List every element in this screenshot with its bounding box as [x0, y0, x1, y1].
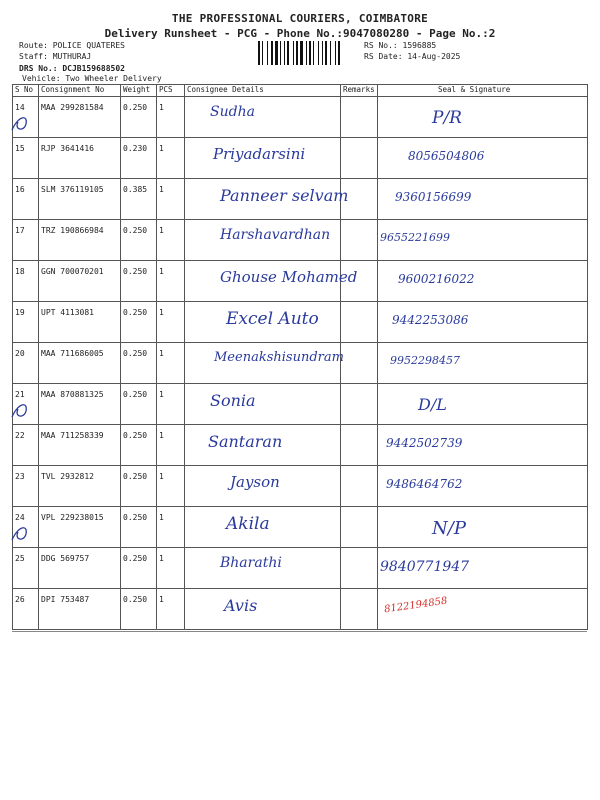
handwritten-signature: 8122194858 [383, 595, 449, 616]
pcs-cell-text: 1 [159, 595, 164, 604]
sno-cell-text: 23 [15, 472, 25, 481]
handwritten-signature: 9952298457 [390, 354, 460, 367]
table-row [13, 548, 588, 589]
remarks-cell [341, 425, 378, 466]
pcs-cell-text: 1 [159, 390, 164, 399]
barcode-bar [280, 41, 281, 65]
sno-cell [13, 343, 39, 384]
sno-cell [13, 425, 39, 466]
barcode-bar [293, 41, 294, 65]
staff-label: Staff: MUTHURAJ [19, 52, 92, 61]
weight-cell [121, 138, 157, 179]
weight-cell [121, 589, 157, 630]
table-row [13, 97, 588, 138]
sno-cell [13, 466, 39, 507]
consignment-cell [39, 466, 121, 507]
consignee-cell [185, 589, 341, 630]
pcs-cell-text: 1 [159, 185, 164, 194]
pcs-cell-text: 1 [159, 349, 164, 358]
consignee-handwritten-name: Santaran [208, 432, 283, 451]
weight-cell [121, 548, 157, 589]
pcs-cell [157, 343, 185, 384]
weight-cell-text: 0.250 [123, 431, 148, 440]
consignment-cell [39, 425, 121, 466]
sno-cell-text: 21 [15, 390, 25, 399]
table-row [13, 466, 588, 507]
barcode-bar [322, 41, 323, 65]
consignment-cell [39, 343, 121, 384]
remarks-cell [341, 97, 378, 138]
barcode-bar [258, 41, 260, 65]
rs-number: RS No.: 1596885 [364, 41, 437, 50]
weight-cell-text: 0.250 [123, 595, 148, 604]
handwritten-signature: D/L [418, 395, 447, 414]
barcode-bar [309, 41, 311, 65]
barcode-bar [284, 41, 285, 65]
handwritten-signature: N/P [432, 518, 466, 539]
handwritten-signature: 9442253086 [392, 313, 469, 327]
bottom-rule [12, 631, 587, 632]
remarks-cell [341, 343, 378, 384]
consignee-handwritten-name: Akila [226, 514, 270, 534]
sno-cell-text: 19 [15, 308, 25, 317]
company-title: THE PROFESSIONAL COURIERS, COIMBATORE [171, 12, 429, 25]
sno-cell-text: 16 [15, 185, 25, 194]
consignment-cell-text: TRZ 190866984 [41, 226, 104, 235]
pcs-cell [157, 179, 185, 220]
barcode-bar [325, 41, 327, 65]
sno-cell-text: 26 [15, 595, 25, 604]
pcs-cell-text: 1 [159, 144, 164, 153]
consignee-handwritten-name: Meenakshisundram [214, 350, 344, 365]
barcode-bar [313, 41, 314, 65]
weight-cell-text: 0.385 [123, 185, 148, 194]
remarks-cell [341, 507, 378, 548]
remarks-cell [341, 548, 378, 589]
pcs-cell [157, 466, 185, 507]
weight-cell [121, 384, 157, 425]
rs-date: RS Date: 14-Aug-2025 [364, 52, 461, 61]
barcode-bar [271, 41, 273, 65]
barcode-bar [275, 41, 278, 65]
runsheet-subtitle: Delivery Runsheet - PCG - Phone No.:9047080280 - Page No.:2 [104, 27, 496, 40]
vehicle-label: Vehicle: Two Wheeler Delivery [22, 74, 162, 83]
table-row [13, 384, 588, 425]
handwritten-signature: 9486464762 [386, 477, 463, 491]
weight-cell-text: 0.250 [123, 472, 148, 481]
remarks-cell [341, 466, 378, 507]
barcode-bar [287, 41, 289, 65]
pcs-cell-text: 1 [159, 431, 164, 440]
table-row [13, 589, 588, 630]
sno-cell-text: 24 [15, 513, 25, 522]
weight-cell [121, 343, 157, 384]
consignment-cell-text: GGN 700070201 [41, 267, 104, 276]
pen-mark-icon [8, 110, 34, 136]
table-row [13, 425, 588, 466]
consignment-cell [39, 220, 121, 261]
consignment-cell-text: RJP 3641416 [41, 144, 94, 153]
consignee-handwritten-name: Panneer selvam [220, 186, 349, 205]
consignee-cell [185, 97, 341, 138]
sno-cell [13, 138, 39, 179]
sno-cell-text: 18 [15, 267, 25, 276]
weight-cell [121, 302, 157, 343]
signature-cell [378, 97, 588, 138]
pcs-cell-text: 1 [159, 554, 164, 563]
col-pcs: PCS [157, 85, 185, 97]
consignment-cell-text: DPI 753487 [41, 595, 90, 604]
consignment-cell-text: DDG 569757 [41, 554, 90, 563]
pcs-cell-text: 1 [159, 103, 164, 112]
pcs-cell [157, 384, 185, 425]
sno-cell-text: 25 [15, 554, 25, 563]
drs-number: DRS No.: DCJB159688502 [19, 64, 125, 73]
consignee-handwritten-name: Avis [224, 596, 258, 615]
weight-cell [121, 220, 157, 261]
consignment-cell-text: VPL 229238015 [41, 513, 104, 522]
handwritten-signature: 8056504806 [408, 149, 485, 163]
consignment-cell [39, 302, 121, 343]
barcode-bar [296, 41, 298, 65]
consignment-cell [39, 548, 121, 589]
weight-cell [121, 466, 157, 507]
col-weight: Weight [121, 85, 157, 97]
consignee-handwritten-name: Ghouse Mohamed [220, 268, 358, 286]
consignee-cell [185, 384, 341, 425]
consignee-handwritten-name: Bharathi [220, 555, 282, 571]
pcs-cell [157, 589, 185, 630]
sno-cell [13, 589, 39, 630]
handwritten-signature: P/R [432, 108, 462, 128]
barcode [258, 41, 358, 65]
sno-cell [13, 261, 39, 302]
pcs-cell [157, 425, 185, 466]
weight-cell-text: 0.230 [123, 144, 148, 153]
weight-cell-text: 0.250 [123, 226, 148, 235]
consignment-cell-text: TVL 2932812 [41, 472, 94, 481]
handwritten-signature: 9442502739 [386, 436, 463, 450]
consignment-cell-text: MAA 870881325 [41, 390, 104, 399]
weight-cell-text: 0.250 [123, 308, 148, 317]
consignee-handwritten-name: Excel Auto [226, 309, 319, 329]
sno-cell-text: 14 [15, 103, 25, 112]
pcs-cell-text: 1 [159, 226, 164, 235]
consignment-cell [39, 589, 121, 630]
weight-cell-text: 0.250 [123, 554, 148, 563]
remarks-cell [341, 589, 378, 630]
handwritten-signature: 9655221699 [380, 231, 450, 244]
pcs-cell [157, 507, 185, 548]
consignment-cell [39, 384, 121, 425]
barcode-bar [300, 41, 303, 65]
sno-cell-text: 17 [15, 226, 25, 235]
weight-cell [121, 425, 157, 466]
sno-cell [13, 548, 39, 589]
table-row [13, 507, 588, 548]
consignee-handwritten-name: Sonia [210, 391, 256, 410]
col-seal: Seal & Signature [378, 85, 588, 97]
barcode-bar [335, 41, 336, 65]
col-sno: S No [13, 85, 39, 97]
pcs-cell-text: 1 [159, 308, 164, 317]
consignment-cell-text: MAA 711258339 [41, 431, 104, 440]
sno-cell-text: 15 [15, 144, 25, 153]
consignment-cell-text: MAA 299281584 [41, 103, 104, 112]
barcode-bar [267, 41, 268, 65]
barcode-bar [306, 41, 307, 65]
consignment-cell-text: UPT 4113081 [41, 308, 94, 317]
sno-cell-text: 22 [15, 431, 25, 440]
weight-cell [121, 97, 157, 138]
barcode-bar [262, 41, 263, 65]
weight-cell [121, 179, 157, 220]
pcs-cell [157, 138, 185, 179]
signature-cell [378, 384, 588, 425]
weight-cell-text: 0.250 [123, 267, 148, 276]
col-consignment: Consignment No [39, 85, 121, 97]
barcode-bar [330, 41, 331, 65]
pcs-cell [157, 302, 185, 343]
route-label: Route: POLICE QUATERES [19, 41, 125, 50]
weight-cell-text: 0.250 [123, 349, 148, 358]
consignment-cell-text: SLM 376119105 [41, 185, 104, 194]
pcs-cell-text: 1 [159, 267, 164, 276]
sno-cell-text: 20 [15, 349, 25, 358]
sno-cell [13, 179, 39, 220]
pcs-cell [157, 548, 185, 589]
consignment-cell [39, 261, 121, 302]
pcs-cell-text: 1 [159, 472, 164, 481]
remarks-cell [341, 138, 378, 179]
sno-cell [13, 220, 39, 261]
weight-cell [121, 507, 157, 548]
consignment-cell [39, 138, 121, 179]
signature-cell [378, 507, 588, 548]
consignee-handwritten-name: Harshavardhan [220, 227, 331, 243]
handwritten-signature: 9360156699 [395, 190, 472, 204]
pcs-cell-text: 1 [159, 513, 164, 522]
consignee-handwritten-name: Priyadarsini [213, 145, 306, 163]
col-remarks: Remarks [341, 85, 378, 97]
weight-cell-text: 0.250 [123, 103, 148, 112]
consignment-cell [39, 507, 121, 548]
weight-cell-text: 0.250 [123, 513, 148, 522]
col-consignee: Consignee Details [185, 85, 341, 97]
remarks-cell [341, 302, 378, 343]
table-header-row [13, 85, 588, 97]
pcs-cell [157, 220, 185, 261]
sno-cell [13, 302, 39, 343]
pen-mark-icon [8, 397, 34, 423]
barcode-bar [318, 41, 319, 65]
handwritten-signature: 9840771947 [380, 559, 470, 575]
pen-mark-icon [8, 520, 34, 546]
consignee-handwritten-name: Jayson [230, 473, 280, 491]
weight-cell [121, 261, 157, 302]
remarks-cell [341, 384, 378, 425]
consignment-cell [39, 97, 121, 138]
remarks-cell [341, 220, 378, 261]
consignment-cell [39, 179, 121, 220]
pcs-cell [157, 97, 185, 138]
weight-cell-text: 0.250 [123, 390, 148, 399]
consignee-handwritten-name: Sudha [210, 104, 255, 120]
pcs-cell [157, 261, 185, 302]
barcode-bar [338, 41, 340, 65]
consignment-cell-text: MAA 711686005 [41, 349, 104, 358]
handwritten-signature: 9600216022 [398, 272, 475, 286]
